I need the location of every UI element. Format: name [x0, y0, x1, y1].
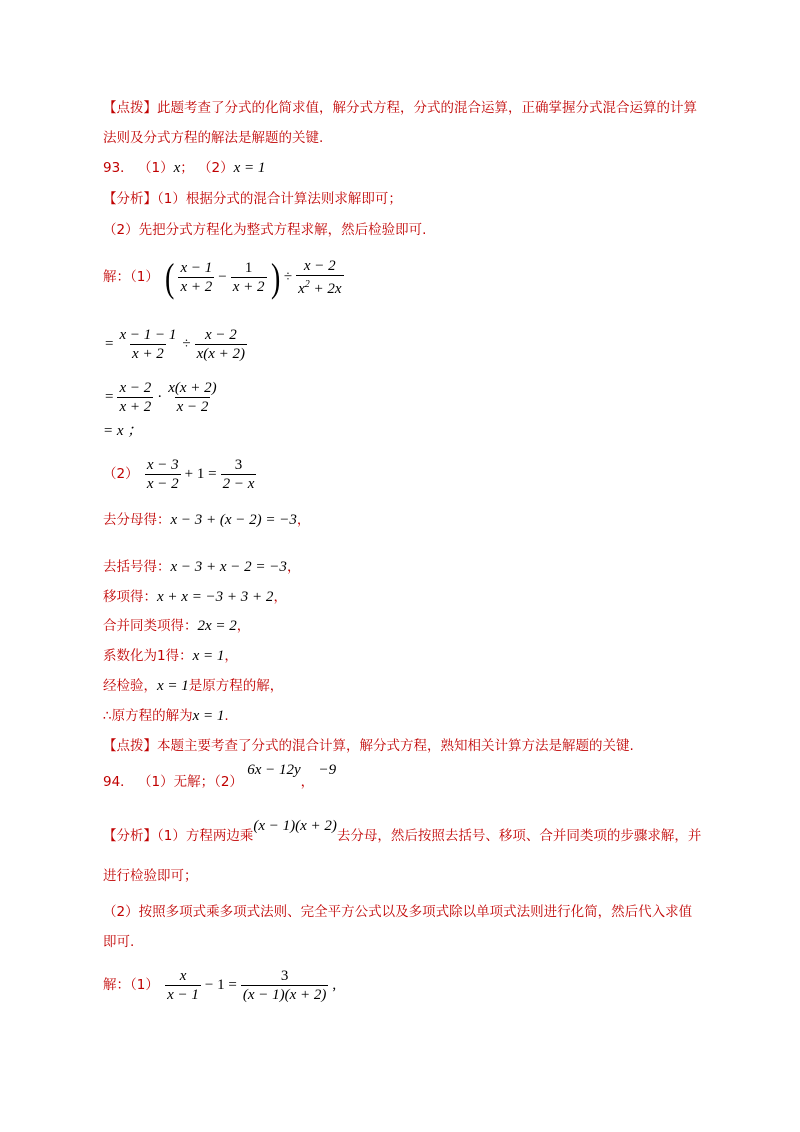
- s1-label: 去分母得：: [103, 512, 171, 528]
- q93-s5: 系数化为1得：x = 1，: [103, 648, 238, 664]
- q93-answer-line: [103, 158, 265, 178]
- s6-label: 经检验，: [103, 678, 157, 694]
- q93-tip: [103, 736, 634, 756]
- s3-eq: x + x = −3 + 3 + 2: [157, 589, 274, 605]
- analysis-text: （1）根据分式的混合计算法则求解即可；: [157, 191, 402, 207]
- q93-step-b: [103, 375, 221, 419]
- expr-step-b: = $\frac{x - 2}{x + 2}$ · $\frac{x(x + 2)}{x - 2}$: [105, 380, 217, 416]
- q93-tip-text: 本题主要考查了分式的混合计算，解分式方程，熟知相关计算方法是解题的关键.: [157, 738, 634, 754]
- q93-part1: （1）: [137, 160, 174, 176]
- q94-ans2b: −9: [318, 762, 337, 778]
- q93-step-c: [103, 421, 142, 441]
- s5-eq: x = 1: [192, 648, 225, 664]
- expr-step-a: = $\frac{x - 1 - 1}{x + 2}$ ÷ $\frac{x - 2}{x(x + 2)}$: [105, 327, 246, 363]
- q93-analysis-line1: [103, 189, 402, 209]
- q94-ans2a: 6x − 12y: [247, 762, 301, 778]
- q93-ans1: x: [173, 160, 181, 176]
- analysis-tag: 【分析】: [103, 191, 157, 207]
- q93-s7: ∴原方程的解为x = 1.: [103, 708, 229, 724]
- q94-analysis-tag: 【分析】: [103, 828, 157, 844]
- q93-solution-1: [103, 252, 346, 302]
- s1-eq: x − 3 + (x − 2) = −3: [170, 512, 297, 528]
- q93-s6: [103, 676, 283, 696]
- q94-analysis-line1: [103, 818, 702, 846]
- q93-step-a: [103, 322, 249, 366]
- tip-text: 此题考查了分式的化简求值，解分式方程，分式的混合运算，正确掌握分式混合运算的计算: [157, 100, 697, 116]
- q93-s1: 去分母得：x − 3 + (x − 2) = −3，: [103, 512, 311, 528]
- q94-solve-label: 解：（1）: [103, 977, 159, 993]
- q93-number: 93．: [103, 160, 134, 176]
- q93-tip-tag: 【点拨】: [103, 738, 157, 754]
- tip-line: [103, 98, 697, 118]
- s2-eq: x − 3 + x − 2 = −3: [170, 559, 287, 575]
- q93-s2: 去括号得：x − 3 + x − 2 = −3，: [103, 559, 301, 575]
- part2-label: （2）: [103, 466, 139, 482]
- s4-label: 合并同类项得：: [103, 618, 198, 634]
- s7-eq: x = 1: [192, 708, 225, 724]
- q94-expr: $\frac{x}{x - 1}$ − 1 = $\frac{3}{(x - 1)(x + 2)}$ ,: [167, 968, 337, 1004]
- q94-analysis-expr: (x − 1)(x + 2): [253, 818, 337, 834]
- expr-step-c: = x ；: [103, 423, 143, 439]
- s5-label: 系数化为1得：: [103, 648, 193, 664]
- expr-eq2: $\frac{x - 3}{x - 2}$ + 1 = $\frac{3}{2 - x}$: [146, 457, 255, 493]
- q94-analysis1b: 去分母，然后按照去括号、移项、合并同类项的步骤求解，并: [336, 828, 702, 844]
- tip-line-cont: 法则及分式方程的解法是解题的关键.: [103, 130, 324, 146]
- s7-label: ∴原方程的解为: [103, 708, 193, 724]
- q94-answer-line: 94． （1）无解；（2） 6x − 12y， −9: [103, 762, 337, 790]
- q93-solution-2: [103, 452, 258, 496]
- q93-s3: 移项得：x + x = −3 + 3 + 2，: [103, 589, 287, 605]
- q94-number: 94．: [103, 774, 134, 790]
- s2-label: 去括号得：: [103, 559, 171, 575]
- q94-solution-1: [103, 960, 338, 1010]
- q93-analysis-line2: （2）先把分式方程化为整式方程求解，然后检验即可.: [103, 222, 427, 238]
- q93-s4: 合并同类项得：2x = 2，: [103, 618, 251, 634]
- q94-analysis1a: （1）方程两边乘: [157, 828, 254, 844]
- tip-tag: 【点拨】: [103, 100, 157, 116]
- expr-original: ( $\frac{x - 1}{x + 2}$ − $\frac{1}{x + 2}$ ) ÷ $\frac{x - 2}{x^2 + 2x}$: [165, 254, 342, 300]
- q93-sep: ；: [180, 160, 194, 176]
- q94-analysis-line3: （2）按照多项式乘多项式法则、完全平方公式以及多项式除以单项式法则进行化简，然后代入求值: [103, 904, 693, 920]
- s4-eq: 2x = 2: [197, 618, 237, 634]
- q94-part1: （1）无解；（2）: [137, 774, 243, 790]
- solve-label: 解：（1）: [103, 269, 159, 285]
- q93-ans2: x = 1: [233, 160, 266, 176]
- q94-analysis-line2: 进行检验即可；: [103, 868, 198, 884]
- s6-eq: x = 1: [157, 678, 189, 694]
- s3-label: 移项得：: [103, 589, 157, 605]
- q94-analysis-line4: 即可.: [103, 934, 135, 950]
- s6-tail: 是原方程的解，: [188, 678, 284, 694]
- q93-part2: （2）: [198, 160, 234, 176]
